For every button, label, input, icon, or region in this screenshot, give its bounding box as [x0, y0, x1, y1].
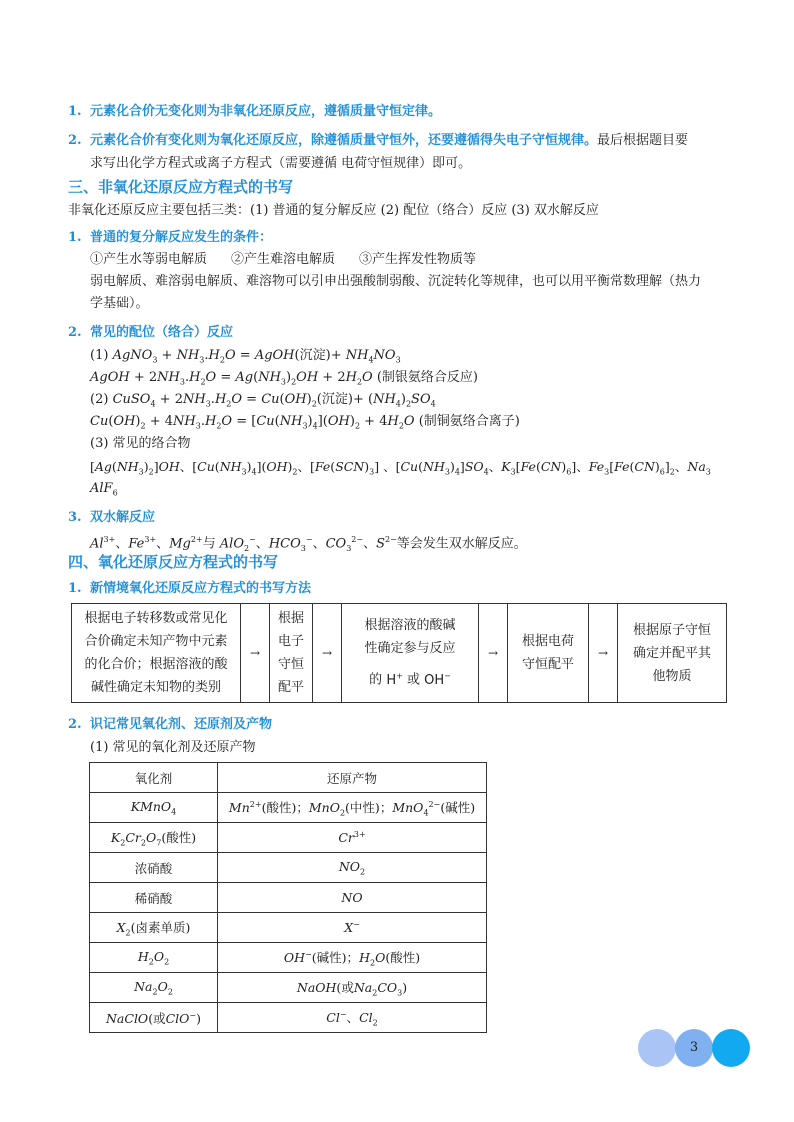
- rule-2-cont: 求写出化学方程式或离子方程式（需要遵循 电荷守恒规律）即可。: [90, 156, 472, 171]
- table-row: $H_2O_2$ OH−(碱性)；$H_2O$(酸性): [90, 943, 487, 973]
- method-flow-table: [71, 603, 727, 703]
- equation-3: (2) CuSO$_4$ + $2NH_3.H_2O = Cu(OH)_2$(沉淀)+ $(NH_4)_2SO_4$: [90, 392, 436, 409]
- page-circle-decor: [638, 1029, 676, 1067]
- table-row: $K_2Cr_2O_7$(酸性) $Cr^{3+}$: [90, 823, 487, 853]
- equation-4: $Cu(OH)_2 + 4NH_3.H_2O = [Cu(NH_3)_4](OH)_2 + 4H_2O$ (制铜氨络合离子): [90, 414, 520, 431]
- flow-arrow: →: [313, 604, 342, 703]
- oxidant-table: [89, 762, 487, 1033]
- flow-step-3: 根据溶液的酸碱 性确定参与反应 的 H+ 或 OH−: [342, 604, 479, 703]
- rule-2: 2. 元素化合价有变化则为氧化还原反应，除遵循质量守恒外，还要遵循得失电子守恒规律。最后根据题目要: [68, 133, 689, 148]
- rule-1: 1. 元素化合价无变化则为非氧化还原反应，遵循质量守恒定律。: [68, 104, 442, 119]
- equation-1: (1) AgNO$_3$ + $NH_3.H_2O$ = AgOH(沉淀)+ $NH_4NO_3$: [90, 348, 401, 365]
- item-3-title: 3. 双水解反应: [68, 510, 156, 525]
- flow-arrow: →: [589, 604, 618, 703]
- complex-list: $[Ag(NH_3)_2]OH$、$[Cu(NH_3)_4](OH)_2$、$[Fe(SCN)_3]$ 、$[Cu(NH_3)_4]SO_4$、$K_3[Fe(CN)_6]$、$Fe_3[Fe(CN)_6]_2$、$Na_3$: [90, 459, 711, 477]
- col-header-oxidant: 氧化剂: [90, 763, 218, 793]
- table-row: 浓硝酸 $NO_2$: [90, 853, 487, 883]
- complex-list-2: AlF$_6$: [90, 481, 118, 498]
- flow-step-4: 根据电荷 守恒配平: [508, 604, 589, 703]
- page-circle-decor: [712, 1029, 750, 1067]
- equation-2: AgOH + $2NH_3.H_2O = Ag(NH_3)_2OH + 2H_2O$ (制银氨络合反应): [90, 370, 479, 387]
- item-1-title: 1. 普通的复分解反应发生的条件：: [68, 230, 273, 245]
- item-1-desc: 弱电解质、难溶弱电解质、难溶物可以引申出强酸制弱酸、沉淀转化等规律，也可以用平衡常数理解（热力: [90, 274, 702, 289]
- item-2-title: 2. 常见的配位（络合）反应: [68, 325, 234, 340]
- flow-step-5: 根据原子守恒 确定并配平其 他物质: [618, 604, 727, 703]
- page-number: 3: [675, 1029, 713, 1067]
- flow-arrow: →: [479, 604, 508, 703]
- complex-title: (3) 常见的络合物: [90, 436, 191, 451]
- col-header-product: 还原产物: [218, 763, 487, 793]
- section-4-title: 四、氧化还原反应方程式的书写: [68, 553, 279, 571]
- flow-step-1: 根据电子转移数或常见化 合价确定未知产物中元素 的化合价；根据溶液的酸 碱性确定未知物的类别: [72, 604, 241, 703]
- item-1-conditions: ①产生水等弱电解质 ②产生难溶电解质 ③产生挥发性物质等: [90, 252, 477, 267]
- section-3-title: 三、非氧化还原反应方程式的书写: [68, 178, 294, 196]
- table-row: KMnO$_4$ $Mn^{2+}$(酸性)；MnO$_2$(中性)；MnO$_4^{2-}$(碱性): [90, 793, 487, 823]
- table-row: $X_2$(卤素单质) X−: [90, 913, 487, 943]
- section-3-intro: 非氧化还原反应主要包括三类：(1) 普通的复分解反应 (2) 配位（络合）反应 (3) 双水解反应: [68, 203, 599, 218]
- item-3-body: $Al^{3+}$、$Fe^{3+}$、$Mg^{2+}$与 AlO$_2$−、$HCO_3^-$、$CO_3^{2-}$、$S^{2-}$等会发生双水解反应。: [90, 535, 527, 553]
- item-42-title: 2. 识记常见氧化剂、还原剂及产物: [68, 717, 273, 732]
- flow-step-2: 根据 电子 守恒 配平: [270, 604, 313, 703]
- table-row: 稀硝酸 NO: [90, 883, 487, 913]
- table-row: NaClO(或ClO−) Cl−、$Cl_2$: [90, 1003, 487, 1033]
- table-row: $Na_2O_2$ NaOH(或$Na_2CO_3$): [90, 973, 487, 1003]
- item-1-desc-2: 学基础）。: [90, 296, 149, 311]
- flow-arrow: →: [241, 604, 270, 703]
- item-42-sub: (1) 常见的氧化剂及还原产物: [90, 740, 256, 755]
- item-41-title: 1. 新情境氧化还原反应方程式的书写方法: [68, 581, 312, 596]
